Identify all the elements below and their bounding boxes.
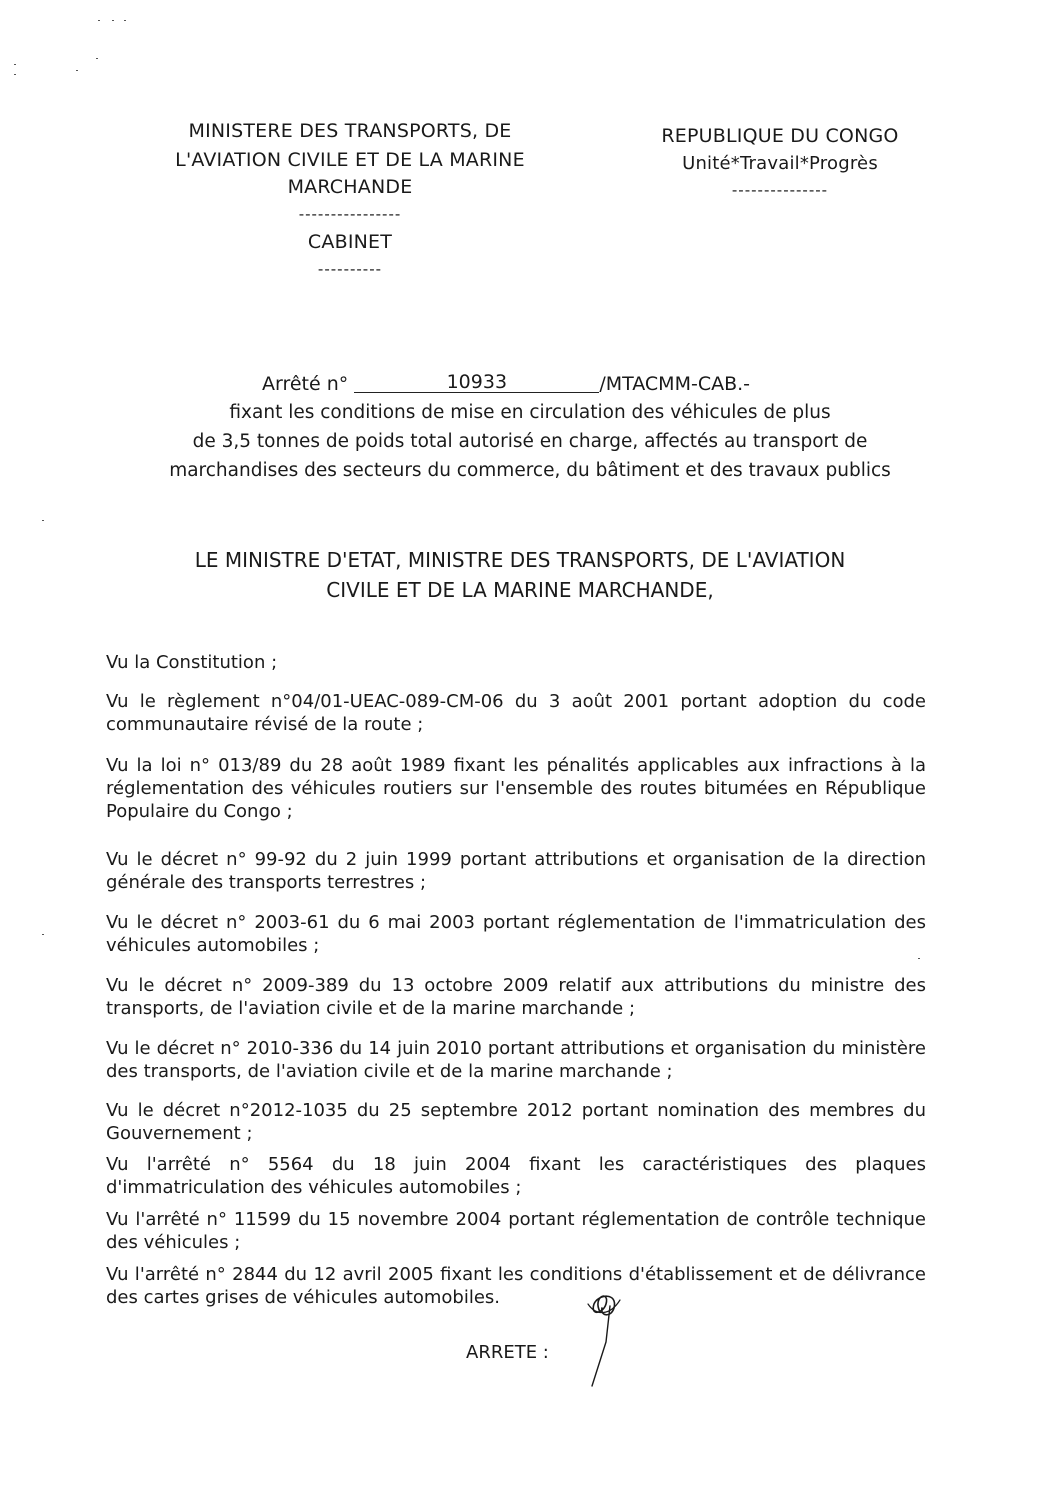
visa-item: Vu l'arrêté n° 11599 du 15 novembre 2004 portant réglementation de contrôle technique des véhicules ; bbox=[106, 1209, 926, 1253]
arrete-prefix: Arrêté n° bbox=[262, 373, 349, 395]
handwritten-initials bbox=[570, 1282, 640, 1402]
ministry-name-line2: L'AVIATION CIVILE ET DE LA MARINE bbox=[175, 149, 525, 171]
arrete-reference bbox=[262, 373, 750, 395]
ministry-name-line1: MINISTERE DES TRANSPORTS, DE bbox=[188, 120, 512, 142]
arrete-subject-line2: de 3,5 tonnes de poids total autorisé en charge, affectés au transport de bbox=[192, 431, 868, 452]
scan-speck bbox=[42, 934, 44, 935]
national-motto: Unité*Travail*Progrès bbox=[682, 153, 878, 174]
arrete-subject-line3: marchandises des secteurs du commerce, du bâtiment et des travaux publics bbox=[169, 460, 891, 481]
cabinet-label: CABINET bbox=[307, 231, 393, 253]
visa-item: Vu l'arrêté n° 2844 du 12 avril 2005 fixant les conditions d'établissement et de délivrance des cartes grises de véhicules automobiles. bbox=[106, 1264, 926, 1308]
arrete-suffix: /MTACMM-CAB.- bbox=[599, 373, 751, 395]
scan-speck bbox=[42, 520, 44, 521]
minister-title-line1: LE MINISTRE D'ETAT, MINISTRE DES TRANSPORTS, DE L'AVIATION bbox=[194, 548, 846, 572]
ministry-divider: ---------------- bbox=[298, 205, 402, 223]
country-name: REPUBLIQUE DU CONGO bbox=[661, 125, 899, 147]
scan-speck bbox=[14, 74, 16, 75]
arrete-closing: ARRETE : bbox=[466, 1342, 549, 1363]
ministry-name-line3: MARCHANDE bbox=[287, 176, 413, 198]
cabinet-divider: ---------- bbox=[317, 260, 383, 278]
visa-item: Vu le règlement n°04/01-UEAC-089-CM-06 du 3 août 2001 portant adoption du code communautaire révisé de la route ; bbox=[106, 691, 926, 735]
scan-speck bbox=[98, 20, 100, 21]
scan-speck bbox=[112, 20, 114, 21]
visa-item: Vu le décret n°2012-1035 du 25 septembre 2012 portant nomination des membres du Gouvernement ; bbox=[106, 1100, 926, 1144]
scan-speck bbox=[918, 958, 920, 959]
visa-item: Vu le décret n° 2010-336 du 14 juin 2010 portant attributions et organisation du ministère des transports, de l'aviation civile et de la marine marchande ; bbox=[106, 1038, 926, 1082]
visa-item: Vu la Constitution ; bbox=[106, 652, 278, 673]
visa-item: Vu le décret n° 2009-389 du 13 octobre 2009 relatif aux attributions du ministre des transports, de l'aviation civile et de la marine marchande ; bbox=[106, 975, 926, 1019]
scan-speck bbox=[96, 58, 98, 59]
scan-speck bbox=[14, 64, 16, 65]
visa-item: Vu l'arrêté n° 5564 du 18 juin 2004 fixant les caractéristiques des plaques d'immatriculation des véhicules automobiles ; bbox=[106, 1154, 926, 1198]
arrete-number: 10933 bbox=[354, 372, 599, 393]
scan-speck bbox=[124, 20, 126, 21]
visa-item: Vu la loi n° 013/89 du 28 août 1989 fixant les pénalités applicables aux infractions à la réglementation des véhicules routiers sur l'ensemble des routes bitumées en République Populaire du Congo ; bbox=[106, 755, 926, 822]
arrete-subject-line1: fixant les conditions de mise en circulation des véhicules de plus bbox=[229, 402, 831, 423]
visa-item: Vu le décret n° 99-92 du 2 juin 1999 portant attributions et organisation de la direction générale des transports terrestres ; bbox=[106, 849, 926, 893]
minister-title-line2: CIVILE ET DE LA MARINE MARCHANDE, bbox=[326, 578, 714, 602]
scan-speck bbox=[76, 70, 78, 71]
republic-divider: --------------- bbox=[731, 181, 829, 199]
visa-item: Vu le décret n° 2003-61 du 6 mai 2003 portant réglementation de l'immatriculation des véhicules automobiles ; bbox=[106, 912, 926, 956]
